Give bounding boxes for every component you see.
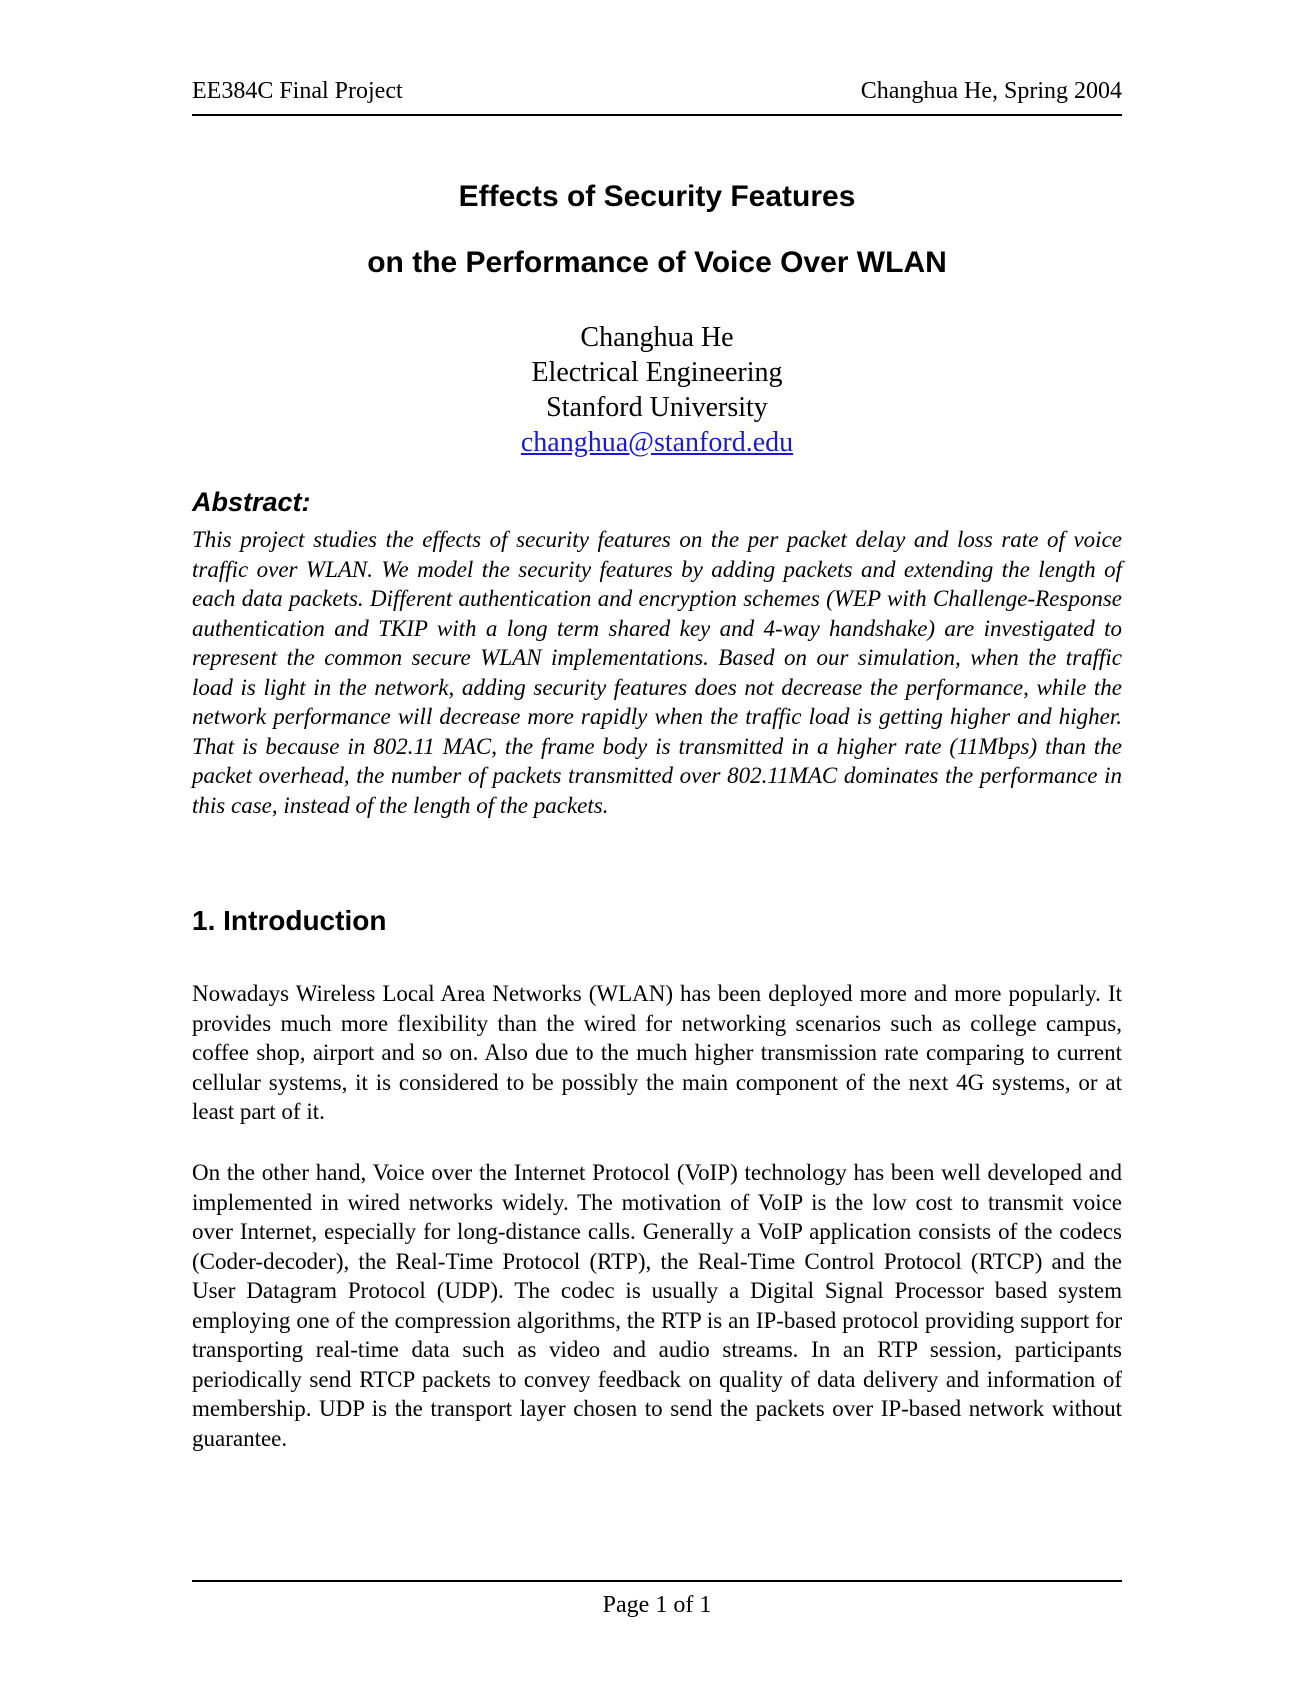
page-header bbox=[192, 74, 1122, 116]
abstract-text: This project studies the effects of security features on the per packet delay and loss rate of voice traffic over WLAN. We model the security features by adding packets and extending the length of each data packets. Different authentication and encryption schemes (WEP with Challenge-Response authentication and TKIP with a long term shared key and 4-way handshake) are investigated to represent the common secure WLAN implementations. Based on our simulation, when the traffic load is light in the network, adding security features does not decrease the performance, while the network performance will decrease more rapidly when the traffic load is getting higher and higher. That is because in 802.11 MAC, the frame body is transmitted in a higher rate (11Mbps) than the packet overhead, the number of packets transmitted over 802.11MAC dominates the performance in this case, instead of the length of the packets. bbox=[192, 527, 1122, 818]
footer-divider bbox=[192, 1580, 1122, 1582]
author-block bbox=[192, 320, 1122, 460]
page-number: Page 1 of 1 bbox=[602, 1592, 712, 1618]
paper-title-line-1: Effects of Security Features bbox=[458, 180, 856, 213]
introduction-paragraph-2: On the other hand, Voice over the Internet Protocol (VoIP) technology has been well developed and implemented in wired networks widely. The motivation of VoIP is the low cost to transmit voice over Internet, especially for long-distance calls. Generally a VoIP application consists of the codecs (Coder-decoder), the Real-Time Protocol (RTP), the Real-Time Control Protocol (RTCP) and the User Datagram Protocol (UDP). The codec is usually a Digital Signal Processor based system employing one of the compression algorithms, the RTP is an IP-based protocol providing support for transporting real-time data such as video and audio streams. In an RTP session, participants periodically send RTCP packets to convey feedback on quality of data delivery and information of membership. UDP is the transport layer chosen to send the packets over IP-based network without guarantee. bbox=[192, 1160, 1122, 1451]
header-course: EE384C Final Project bbox=[192, 78, 403, 104]
author-department: Electrical Engineering bbox=[531, 357, 783, 388]
header-author-term: Changhua He, Spring 2004 bbox=[860, 78, 1122, 104]
author-institution: Stanford University bbox=[546, 392, 768, 423]
introduction-heading: 1. Introduction bbox=[192, 905, 387, 936]
introduction-paragraph-1: Nowadays Wireless Local Area Networks (WLAN) has been deployed more and more popularly. It provides much more flexibility than the wired for networking scenarios such as college campus, coffee shop, airport and so on. Also due to the much higher transmission rate comparing to current cellular systems, it is considered to be possibly the main component of the next 4G systems, or at least part of it. bbox=[192, 981, 1122, 1124]
author-email-link[interactable]: changhua@stanford.edu bbox=[520, 427, 794, 458]
author-name: Changhua He bbox=[580, 322, 734, 353]
paper-title-line-2: on the Performance of Voice Over WLAN bbox=[367, 246, 947, 279]
abstract-heading: Abstract: bbox=[192, 487, 311, 517]
